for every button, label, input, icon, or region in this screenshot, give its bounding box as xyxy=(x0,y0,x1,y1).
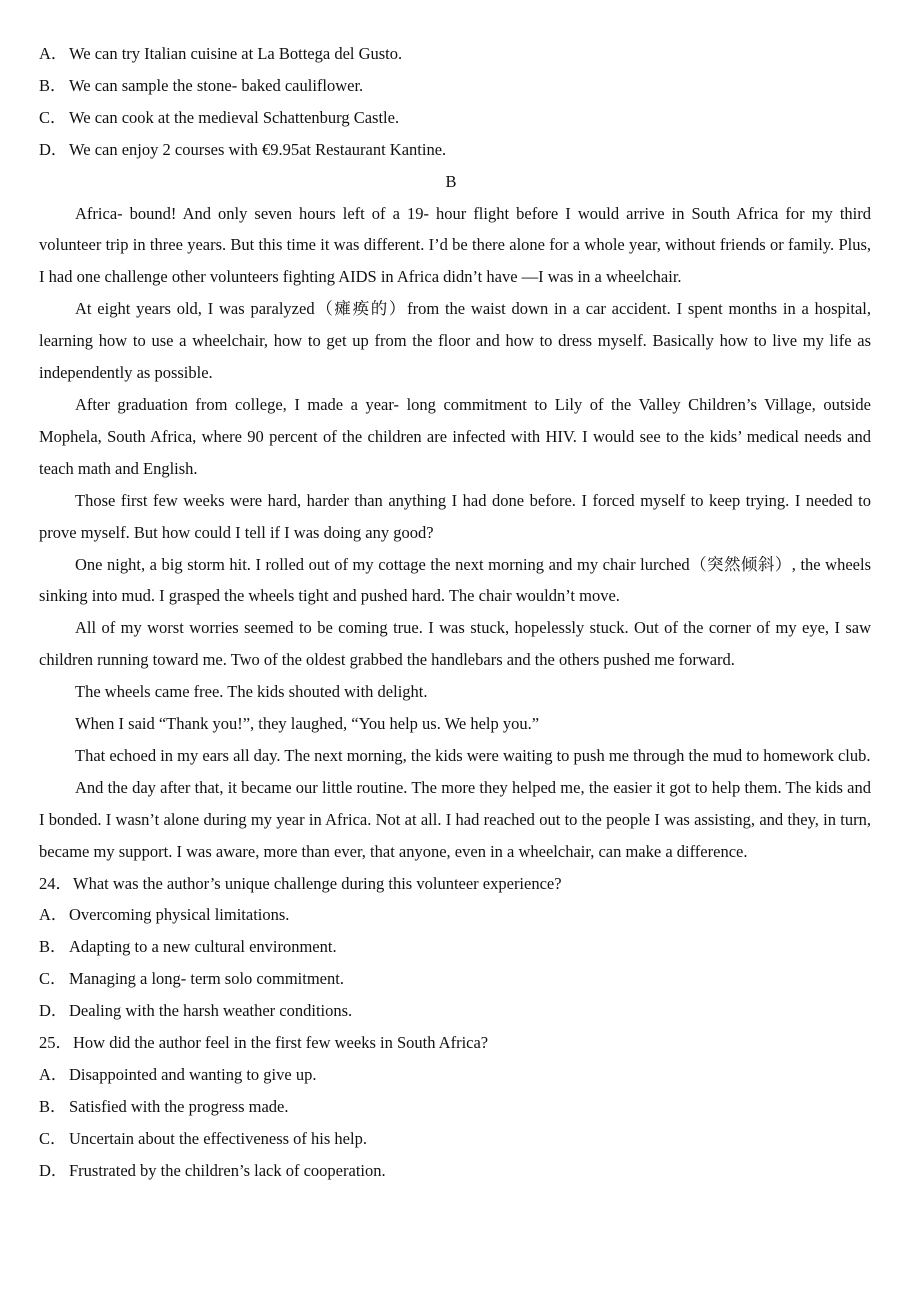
passage-paragraph: All of my worst worries seemed to be coming true. I was stuck, hopelessly stuck. Out of the corner of my eye, I saw children running toward me. Two of the oldest grabbed the handlebars and the others pushed me forward. xyxy=(39,618,871,670)
option-text: Satisfied with the progress made. xyxy=(69,1096,289,1116)
option-text: Uncertain about the effectiveness of his help. xyxy=(69,1128,367,1148)
option-text: Dealing with the harsh weather conditions. xyxy=(69,1001,353,1021)
option-a xyxy=(39,38,871,70)
passage-paragraph: After graduation from college, I made a year- long commitment to Lily of the Valley Children’s Village, outside Mophela, South Africa, where 90 percent of the children are infected with HIV. I would see to the kids’ medical needs and teach math and English. xyxy=(39,394,871,478)
option-text: Managing a long- term solo commitment. xyxy=(69,969,344,989)
question-number: 25． xyxy=(39,1033,72,1053)
option-c xyxy=(39,963,871,995)
passage-paragraph: At eight years old, I was paralyzed（瘫痪的）from the waist down in a car accident. I spent months in a hospital, learning how to use a wheelchair, how to get up from the floor and how to dress myself. Basically how to live my life as independently as possible. xyxy=(39,299,871,383)
passage-paragraph: And the day after that, it became our little routine. The more they helped me, the easier it got to help them. The kids and I bonded. I wasn’t alone during my year in Africa. Not at all. I had reached out to the people I was assisting, and they, in turn, became my support. I was aware, more than ever, that anyone, even in a wheelchair, can make a difference. xyxy=(39,777,871,861)
option-c xyxy=(39,1123,871,1155)
option-text: Disappointed and wanting to give up. xyxy=(69,1065,317,1084)
option-letter: C． xyxy=(39,969,67,989)
option-letter: C． xyxy=(39,107,67,127)
passage-paragraph: One night, a big storm hit. I rolled out of my cottage the next morning and my chair lurched（突然倾斜）, the wheels sinking into mud. I grasped the wheels tight and pushed hard. The chair wouldn’t move. xyxy=(39,554,871,606)
option-text: Frustrated by the children’s lack of cooperation. xyxy=(69,1160,386,1180)
section-label: B xyxy=(445,171,457,191)
passage-paragraph: The wheels came free. The kids shouted with delight. xyxy=(75,682,428,702)
option-text: We can sample the stone- baked cauliflower. xyxy=(69,75,364,95)
option-letter: C． xyxy=(39,1128,67,1148)
question-text: How did the author feel in the first few weeks in South Africa? xyxy=(73,1033,489,1053)
option-letter: D． xyxy=(39,1001,68,1021)
option-letter: D． xyxy=(39,139,68,159)
option-letter: B． xyxy=(39,75,67,95)
option-text: We can enjoy 2 courses with €9.95at Restaurant Kantine. xyxy=(69,139,447,159)
option-d xyxy=(39,134,871,166)
question-stem xyxy=(39,1027,871,1059)
option-text: We can cook at the medieval Schattenburg Castle. xyxy=(69,107,400,127)
option-a xyxy=(39,1059,871,1091)
option-b xyxy=(39,70,871,102)
option-letter: B． xyxy=(39,937,67,957)
passage-paragraph: Africa- bound! And only seven hours left of a 19- hour flight before I would arrive in South Africa for my third volunteer trip in three years. But this time it was different. I’d be there alone for a whole year, without friends or family. Plus, I had one challenge other volunteers fighting AIDS in Africa didn’t have —I was in a wheelchair. xyxy=(39,203,871,287)
option-b xyxy=(39,931,871,963)
question-text: What was the author’s unique challenge during this volunteer experience? xyxy=(73,873,562,893)
option-d xyxy=(39,1155,871,1187)
passage-paragraph: Those first few weeks were hard, harder than anything I had done before. I forced myself to keep trying. I needed to prove myself. But how could I tell if I was doing any good? xyxy=(39,490,871,542)
option-letter: A． xyxy=(39,44,68,63)
option-text: Overcoming physical limitations. xyxy=(69,905,290,925)
option-letter: A． xyxy=(39,1065,68,1084)
option-text: Adapting to a new cultural environment. xyxy=(69,937,337,957)
reading-passage xyxy=(39,198,871,868)
previous-question-options xyxy=(39,38,871,166)
option-text: We can try Italian cuisine at La Bottega del Gusto. xyxy=(69,44,403,63)
question-25 xyxy=(39,1027,871,1187)
passage-paragraph: When I said “Thank you!”, they laughed, “You help us. We help you.” xyxy=(75,714,540,734)
option-a xyxy=(39,899,871,931)
option-letter: B． xyxy=(39,1096,67,1116)
exam-page xyxy=(39,38,871,1187)
question-stem xyxy=(39,868,871,900)
option-d xyxy=(39,995,871,1027)
passage-paragraph: That echoed in my ears all day. The next morning, the kids were waiting to push me through the mud to homework club. xyxy=(75,745,871,765)
question-24 xyxy=(39,868,871,1028)
option-letter: A． xyxy=(39,905,68,925)
question-number: 24． xyxy=(39,873,72,893)
option-letter: D． xyxy=(39,1160,68,1180)
option-c xyxy=(39,102,871,134)
option-b xyxy=(39,1091,871,1123)
